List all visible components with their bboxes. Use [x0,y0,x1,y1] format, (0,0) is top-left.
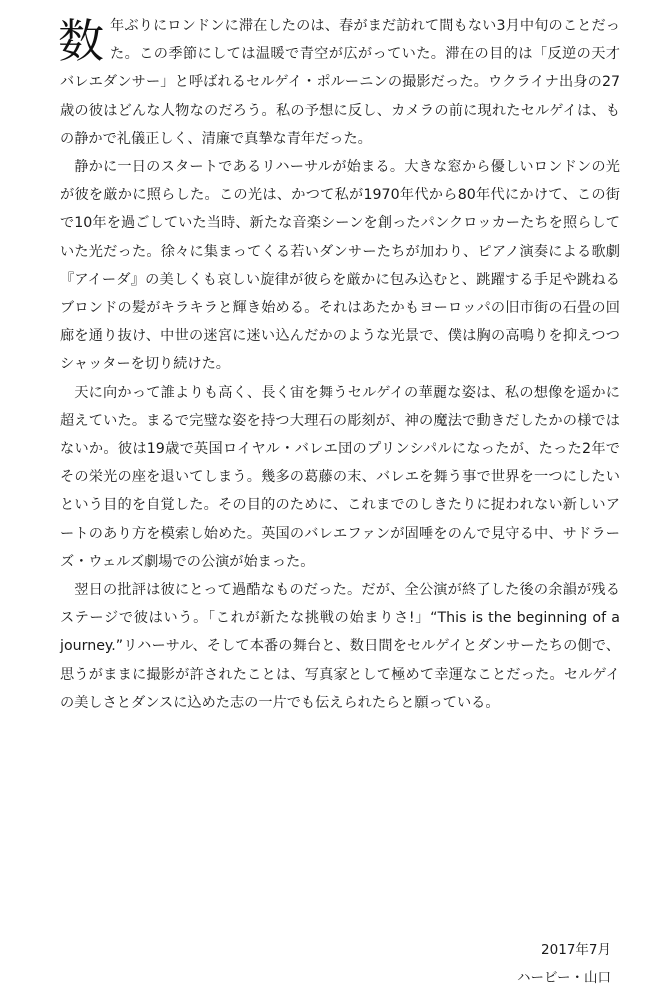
paragraph-2: 静かに一日のスタートであるリハーサルが始まる。大きな窓から優しいロンドンの光が彼を厳かに照らした。この光は、かつて私が1970年代から80年代にかけて、この街で10年を過ごしていた当時、新たな音楽シーンを創ったパンクロッカーたちを照らしていた光だった。徐々に集まってくる若いダンサーたちが加わり、ピアノ演奏による歌劇『アイーダ』の美しくも哀しい旋律が彼らを厳かに包み込むと、跳躍する手足や跳ねるブロンドの髪がキラキラと輝き始める。それはあたかもヨーロッパの旧市街の石畳の回廊を通り抜け、中世の迷宮に迷い込んだかのような光景で、僕は胸の高鳴りを抑えつつシャッターを切り続けた。 [60,159,620,373]
signature-author: ハービー・山口 [517,970,611,986]
paragraph-1 [60,12,620,153]
essay-body [60,12,620,717]
paragraph-3: 天に向かって誰よりも高く、長く宙を舞うセルゲイの華麗な姿は、私の想像を遥かに超えていた。まるで完璧な姿を持つ大理石の彫刻が、神の魔法で動きだしたかの様ではないか。彼は19歳で英国ロイヤル・バレエ団のプリンシパルになったが、たった2年でその栄光の座を退いてしまう。幾多の葛藤の末、バレエを舞う事で世界を一つにしたいという目的を自覚した。その目的のために、これまでのしきたりに捉われない新しいアートのあり方を模索し始めた。英国のバレエファンが固唾をのんで見守る中、サドラーズ・ウェルズ劇場での公演が始まった。 [60,384,620,570]
paragraph-1-text: 年ぶりにロンドンに滞在したのは、春がまだ訪れて間もない3月中旬のことだった。この季節にしては温暖で青空が広がっていた。滞在の目的は「反逆の天才バレエダンサー」と呼ばれるセルゲイ・ポルーニンの撮影だった。ウクライナ出身の27歳の彼はどんな人物なのだろう。私の予想に反し、カメラの前に現れたセルゲイは、もの静かで礼儀正しく、清廉で真摯な青年だった。 [60,18,620,147]
signature-date: 2017年7月 [541,942,611,958]
drop-cap: 数 [58,14,104,68]
signature-block [517,936,611,992]
paragraph-4: 翌日の批評は彼にとって過酷なものだった。だが、全公演が終了した後の余韻が残るステージで彼はいう。「これが新たな挑戦の始まりさ!」“This is the beginning of a journey.”リハーサル、そして本番の舞台と、数日間をセルゲイとダンサーたちの側で、思うがままに撮影が許されたことは、写真家として極めて幸運なことだった。セルゲイの美しさとダンスに込めた志の一片でも伝えられたらと願っている。 [60,582,620,711]
